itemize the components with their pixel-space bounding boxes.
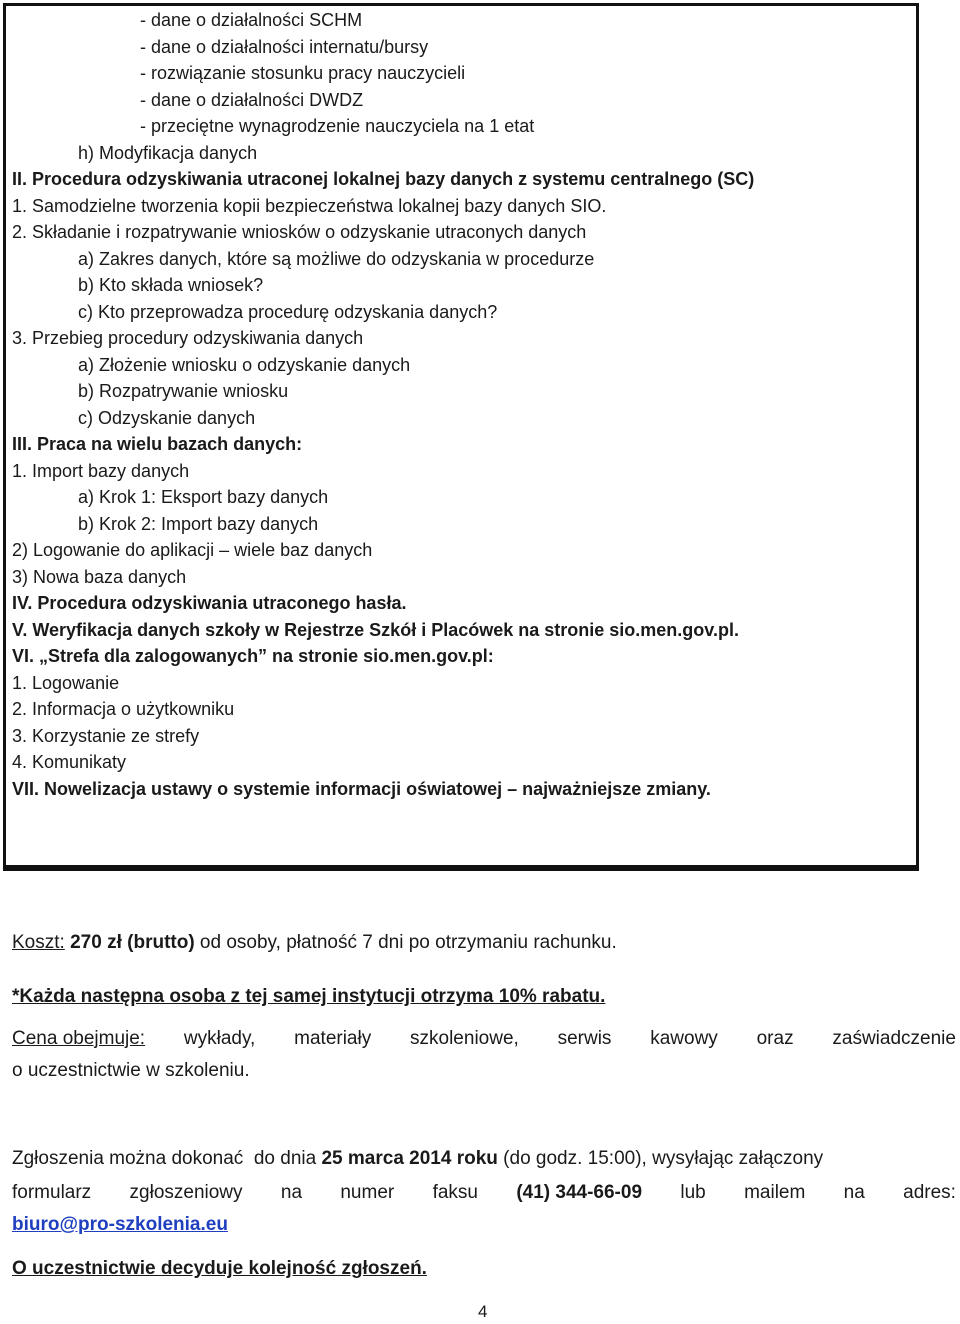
agenda-line: - dane o działalności internatu/bursy	[140, 36, 429, 57]
includes-word: kawowy	[650, 1028, 718, 1049]
agenda-line: c) Kto przeprowadza procedurę odzyskania danych?	[78, 301, 498, 322]
order-note: O uczestnictwie decyduje kolejność zgłoszeń.	[12, 1258, 427, 1279]
agenda-line: - dane o działalności SCHM	[140, 10, 363, 30]
agenda-line: IV. Procedura odzyskiwania utraconego hasła.	[12, 593, 407, 613]
agenda-line: b) Kto składa wniosek?	[78, 275, 264, 295]
agenda-line: II. Procedura odzyskiwania utraconej lokalnej bazy danych z systemu centralnego (SC)	[12, 169, 755, 189]
registration-word: adres:	[903, 1182, 956, 1203]
agenda-line: a) Krok 1: Eksport bazy danych	[78, 487, 329, 507]
registration-word: faksu	[432, 1182, 478, 1203]
registration-text: (do godz. 15:00), wysyłając załączony	[497, 1148, 824, 1169]
agenda-line: 1. Import bazy danych	[12, 460, 190, 481]
agenda-line: 2) Logowanie do aplikacji – wiele baz danych	[12, 540, 373, 560]
cost-rest: od osoby, płatność 7 dni po otrzymaniu rachunku.	[194, 932, 617, 953]
fax-number: (41) 344-66-09	[516, 1182, 643, 1203]
registration-word: formularz	[12, 1182, 92, 1203]
agenda-line: 3. Korzystanie ze strefy	[12, 725, 200, 746]
includes-word: materiały	[294, 1028, 372, 1049]
agenda-line: b) Krok 2: Import bazy danych	[78, 513, 319, 534]
registration-word: lub	[680, 1182, 706, 1203]
registration-line-2	[12, 1176, 956, 1209]
agenda-line: 1. Samodzielne tworzenia kopii bezpieczeństwa lokalnej bazy danych SIO.	[12, 195, 607, 216]
page-number: 4	[478, 1302, 488, 1321]
includes-word: oraz	[756, 1028, 794, 1049]
includes-word: szkoleniowe,	[410, 1028, 519, 1049]
agenda-line: V. Weryfikacja danych szkoły w Rejestrze Szkół i Placówek na stronie sio.men.gov.pl.	[12, 619, 739, 640]
agenda-line: 2. Informacja o użytkowniku	[12, 699, 235, 719]
registration-line-1	[12, 1146, 823, 1172]
agenda-line: b) Rozpatrywanie wniosku	[78, 381, 289, 401]
includes-word: wykłady,	[183, 1028, 256, 1049]
agenda-line: 4. Komunikaty	[12, 752, 127, 772]
includes-word: serwis	[557, 1028, 612, 1049]
registration-text: Zgłoszenia można dokonać do dnia	[12, 1148, 322, 1169]
agenda-line: c) Odzyskanie danych	[78, 407, 256, 428]
registration-word: na	[280, 1182, 303, 1203]
discount-note: *Każda następna osoba z tej samej instytucji otrzyma 10% rabatu.	[12, 986, 606, 1007]
agenda-line: - dane o działalności DWDZ	[140, 89, 364, 110]
cost-line	[12, 930, 617, 956]
cost-amount: 270 zł (brutto)	[70, 932, 195, 953]
agenda-line: - rozwiązanie stosunku pracy nauczycieli	[140, 63, 466, 83]
registration-word: zgłoszeniowy	[129, 1182, 243, 1203]
agenda-line: VI. „Strefa dla zalogowanych” na stronie sio.men.gov.pl:	[12, 646, 494, 666]
agenda-line: III. Praca na wielu bazach danych:	[12, 434, 303, 454]
registration-word: mailem	[744, 1182, 806, 1203]
includes-word: zaświadczenie	[832, 1028, 956, 1049]
includes-label: Cena obejmuje:	[12, 1028, 146, 1049]
agenda-line: a) Zakres danych, które są możliwe do odzyskania w procedurze	[78, 248, 595, 269]
agenda-line: - przeciętne wynagrodzenie nauczyciela na 1 etat	[140, 116, 535, 136]
email-link[interactable]: biuro@pro-szkolenia.eu	[12, 1214, 228, 1235]
includes-line-1	[12, 1022, 956, 1055]
agenda-line: VII. Nowelizacja ustawy o systemie informacji oświatowej – najważniejsze zmiany.	[12, 778, 711, 799]
agenda-line: 2. Składanie i rozpatrywanie wniosków o odzyskanie utraconych danych	[12, 222, 587, 242]
registration-word: na	[843, 1182, 865, 1203]
cost-label: Koszt:	[12, 932, 65, 953]
includes-line-2: o uczestnictwie w szkoleniu.	[12, 1060, 250, 1081]
agenda-line: 3. Przebieg procedury odzyskiwania danych	[12, 328, 364, 348]
registration-word: numer	[340, 1182, 395, 1203]
agenda-line: 1. Logowanie	[12, 672, 120, 693]
agenda-line: 3) Nowa baza danych	[12, 566, 187, 587]
agenda-line: h) Modyfikacja danych	[78, 142, 258, 163]
registration-deadline: 25 marca 2014 roku	[321, 1148, 498, 1169]
agenda-line: a) Złożenie wniosku o odzyskanie danych	[78, 354, 411, 375]
